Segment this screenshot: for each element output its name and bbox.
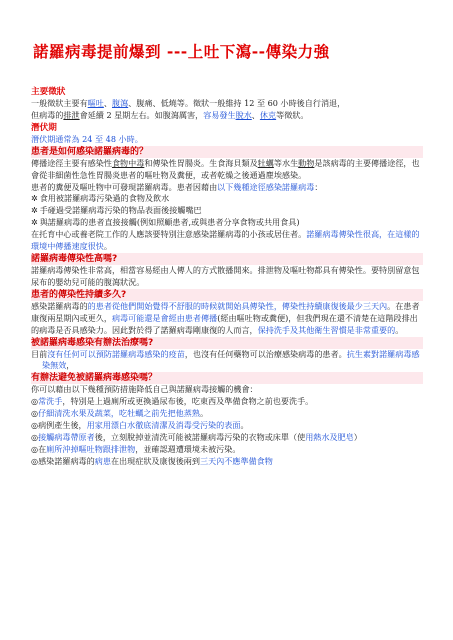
text-run: ，特別是上過廁所或更換過尿布後，吃東西及準備食物之前也要洗手。 — [62, 396, 314, 407]
text-run: 患者的糞便及嘔吐物中可發現諾羅病毒。患者因藉由 — [31, 181, 218, 192]
text-run: 傳播途徑主要有感染性 — [31, 157, 112, 168]
highlight-text: 諾羅病毒傳染性很高，在這樣的環境中傳播速度很快 — [31, 229, 420, 252]
prevention-intro: 你可以藉由以下幾種預防措施降低自己與諾羅病毒接觸的機會： — [31, 384, 258, 395]
symptoms-line-1 — [31, 98, 423, 110]
contagious-text: 諾羅病毒傳染性非常高，相當容易經由人傳人的方式散播開來。排泄物及嘔吐物都具有傳染性。要特別留意包尿布的嬰幼兒可能的腹瀉狀況。 — [31, 264, 420, 287]
text-run: 。 — [199, 408, 209, 419]
list-item — [31, 420, 423, 432]
list-item — [31, 432, 423, 444]
highlight-text: 接觸病毒帶原者 — [38, 431, 95, 442]
asterisk-bullet-icon: ✲ — [31, 194, 38, 204]
asterisk-bullet-icon: ✲ — [31, 218, 38, 228]
text-run: 。在患者康復兩星期內或更久， — [31, 300, 420, 323]
highlight-text: 廁所沖掉嘔吐物跟排泄物 — [46, 443, 136, 454]
heading-incubation: 潛伏期 — [31, 122, 57, 133]
highlight-text: 容易發生 — [203, 109, 236, 120]
heading-infection: 患者是如何感染諾羅病毒的？ — [31, 146, 423, 158]
circle-bullet-icon: ◎ — [31, 431, 39, 442]
duration-paragraph — [31, 301, 423, 337]
keyword-food-poisoning[interactable]: 食物中毒 — [111, 157, 145, 168]
list-item-text: 手碰過受諾羅病毒污染的物品表面後接觸嘴巴 — [39, 205, 202, 216]
text-run: 。 — [395, 324, 404, 335]
list-item — [31, 456, 423, 468]
link-vomit[interactable]: 嘔吐 — [87, 98, 104, 108]
circle-bullet-icon: ◎ — [31, 443, 39, 454]
text-run: 、 — [103, 98, 112, 108]
list-item-text: 與諾羅病毒的患者直接接觸(例如照顧患者,或與患者分享食物或共用食具) — [39, 217, 300, 228]
text-run: 後，立刻脫掉並清洗可能被諾羅病毒污染的衣物或床單（使 — [94, 431, 306, 442]
heading-duration: 患者的傳染性持續多久? — [31, 289, 423, 301]
circle-bullet-icon: ◎ — [31, 420, 39, 431]
heading-contagious: 諾羅病毒傳染性高嗎? — [31, 253, 423, 265]
symptoms-line-2 — [31, 110, 423, 122]
text-run: 和傳染性胃腸炎。生食海貝類及 — [144, 157, 258, 168]
text-run: ，並確認週遭環境未被污染。 — [135, 443, 241, 454]
link-dehydration[interactable]: 脫水 — [235, 109, 252, 120]
document-page — [31, 40, 423, 468]
text-run: 在托育中心或養老院工作的人應該要特別注意感染諾羅病毒的小孩或居住者。 — [31, 229, 307, 240]
text-run: 感染諾羅病毒的 — [38, 455, 95, 466]
infection-paragraph-3 — [31, 229, 423, 253]
text-run: 等徵狀。 — [276, 109, 309, 120]
asterisk-bullet-icon: ✲ — [31, 206, 38, 216]
link-diarrhea[interactable]: 腹瀉 — [111, 98, 129, 108]
highlight-text: 三天內不應準備食物 — [199, 455, 273, 466]
page-title: 諾羅病毒提前爆到 ---上吐下瀉--傳染力強 — [33, 43, 330, 61]
heading-symptoms: 主要徵狀 — [31, 87, 66, 97]
text-run: (經由嘔吐物或糞便)，但我們現在還不清楚在這階段排出的病毒是否具感染力。因此對於得了諾羅病毒剛康復的人而言， — [31, 312, 418, 335]
text-run: 等水生 — [273, 157, 299, 168]
text-run: 。 — [240, 420, 249, 431]
highlight-text: 的患者從他們開始覺得不舒服的時候就開始具傳染性，傳染性持續康復後最少三天內 — [87, 300, 388, 311]
highlight-text: 沒有任何可以預防諾羅病毒感染的疫苗 — [47, 348, 185, 359]
highlight-text: 保持洗手及其他衛生習慣是非常重要的 — [257, 324, 396, 335]
link-shock[interactable]: 休克 — [259, 109, 277, 120]
text-run: 、 — [251, 109, 260, 120]
text-run: 在出現症狀及康復後兩到 — [110, 455, 200, 466]
highlight-text: 抗生素對諾羅病毒感染無效 — [42, 348, 420, 371]
text-run: 一般徵狀主要有 — [31, 98, 88, 108]
keyword-animal[interactable]: 動物 — [298, 157, 315, 168]
text-run: 感染諾羅病毒的 — [31, 300, 88, 311]
text-run: 、腹痛、低燒等。徵狀一般維持 12 至 60 小時後自行消退， — [128, 98, 346, 108]
heading-prevention: 有辦法避免被諾羅病毒感染嗎？ — [31, 372, 423, 384]
list-item — [31, 396, 423, 408]
highlight-text: 用熱水及肥皂 — [305, 431, 354, 442]
text-run: ： — [314, 181, 323, 192]
infection-paragraph-1 — [31, 158, 423, 182]
text-run: 。 — [103, 241, 112, 252]
infection-paragraph-2 — [31, 182, 423, 194]
circle-bullet-icon: ◎ — [31, 455, 39, 466]
text-run: 但病毒的 — [31, 109, 64, 120]
text-run: ，也沒有任何藥物可以治療感染病毒的患者。 — [184, 348, 347, 359]
list-item-text: 食用被諾羅病毒污染過的食物及飲水 — [39, 193, 170, 204]
treatment-paragraph — [31, 349, 423, 373]
text-run: 會延續 2 星期左右。如腹瀉厲害， — [79, 109, 204, 120]
keyword-excretion[interactable]: 排泄 — [63, 109, 80, 120]
text-run: 病例產生後， — [38, 420, 87, 431]
keyword-oyster[interactable]: 牡蠣 — [257, 157, 274, 168]
highlight-text: 仔細清洗水果及蔬菜，吃牡蠣之前先把他蒸熟 — [38, 408, 200, 419]
highlight-text: 病毒可能還是會經由患者傳播 — [111, 312, 218, 323]
circle-bullet-icon: ◎ — [31, 408, 39, 419]
highlight-text: 以下幾種途徑感染諾羅病毒 — [217, 181, 315, 192]
text-run: 目前 — [31, 348, 48, 359]
list-item — [31, 193, 423, 205]
text-run: ） — [353, 431, 362, 442]
text-run: 在 — [38, 443, 47, 454]
list-item — [31, 408, 423, 420]
text-run: ， — [66, 360, 75, 371]
circle-bullet-icon: ◎ — [31, 396, 39, 407]
incubation-text: 潛伏期通常為 24 至 48 小時。 — [31, 133, 143, 144]
list-item — [31, 205, 423, 217]
highlight-text: 常洗手 — [38, 396, 63, 407]
heading-treatment: 被諾羅病毒感染有辦法治療嗎? — [31, 337, 423, 349]
list-item — [31, 217, 423, 229]
highlight-text: 用家用漂白水徹底清潔及消毒受污染的表面 — [86, 420, 241, 431]
list-item — [31, 444, 423, 456]
highlight-text: 病患 — [94, 455, 111, 466]
text-run: 是該病毒的主要傳播途徑，也會從非細菌性急性胃腸炎患者的嘔吐物及糞便，或者乾燥之後通過塵埃感染。 — [31, 157, 420, 180]
